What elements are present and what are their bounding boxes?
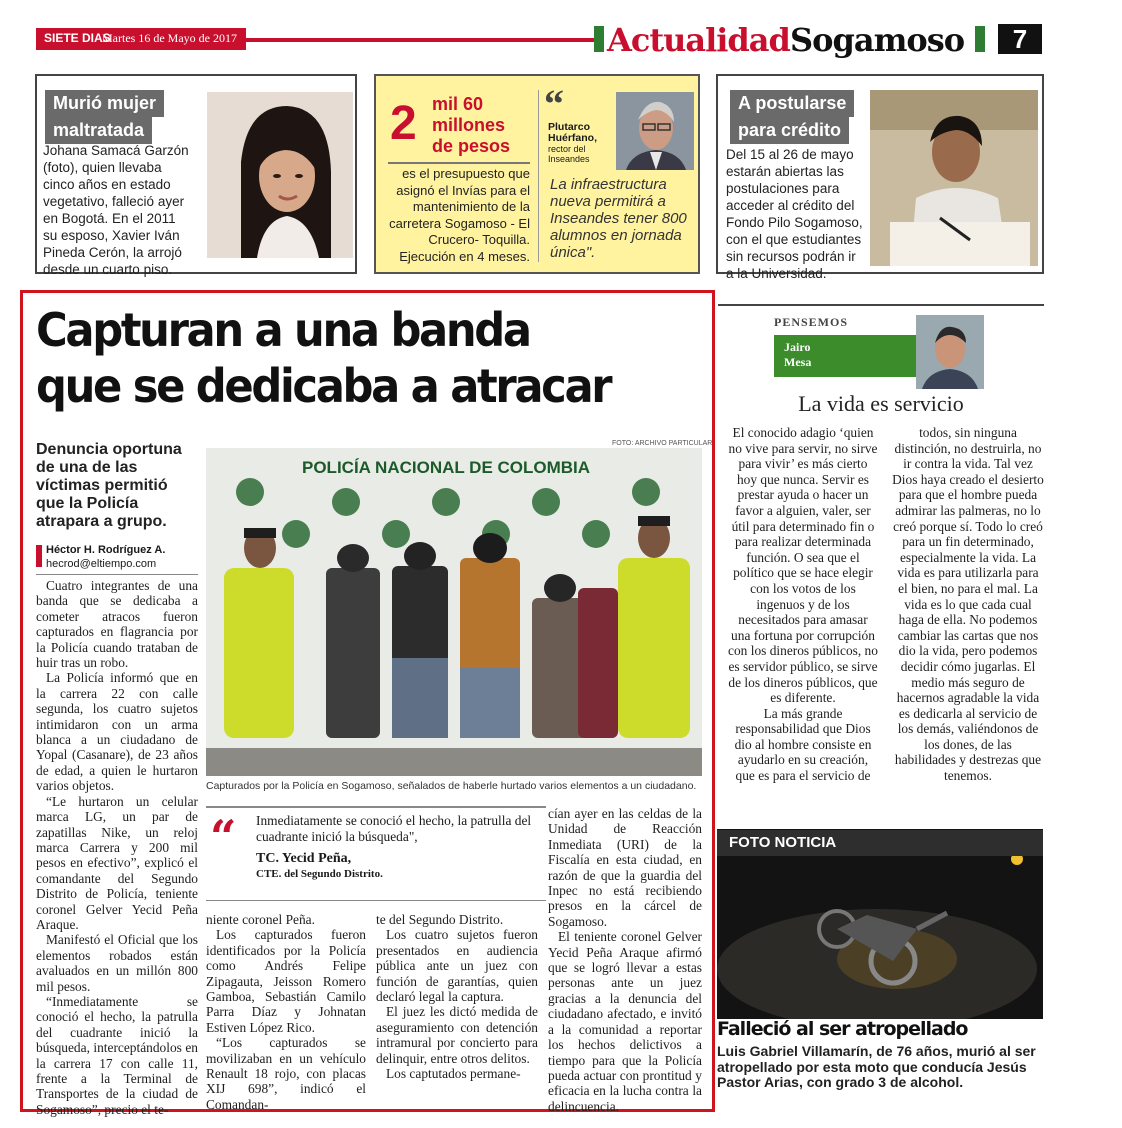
quote-role <box>548 144 590 164</box>
foto-noticia-label: FOTO NOTICIA <box>717 830 1043 856</box>
photo-caption: Capturados por la Policía en Sogamoso, señalados de haberle hurtado varios elementos a un ciudadano. <box>206 780 697 792</box>
byline-rule <box>36 574 198 575</box>
byline-marker <box>36 545 42 567</box>
brief-title-line: maltratada <box>45 117 152 144</box>
paragraph: El juez les dictó medida de aseguramiento con detención intramural por concierto para delinquir, entre otros delitos. <box>376 1004 538 1066</box>
photo-banner: POLICÍA NACIONAL DE COLOMBIA <box>302 458 591 477</box>
student-photo <box>870 90 1038 266</box>
page-number: 7 <box>998 24 1042 54</box>
foto-noticia-text: Luis Gabriel Villamarín, de 76 años, murió al ser atropellado por esta moto que conducía Jesús Pastor Arias, con grado 3 de alcohol. <box>717 1043 1036 1090</box>
rector-portrait-image <box>616 92 694 170</box>
article-author: Héctor H. Rodríguez A. <box>46 544 166 556</box>
rector-photo <box>616 92 694 170</box>
paragraph: Manifestó el Oficial que los elementos robados están avaluados en un millón 800 mil pesos. <box>36 932 198 994</box>
quote-marks-icon: “ <box>544 81 564 126</box>
quote-author-line: Huérfano, <box>548 132 598 144</box>
paragraph: niente coronel Peña. <box>206 912 315 927</box>
budget-amount-line: millones <box>432 115 506 135</box>
article-column-3 <box>376 912 538 1081</box>
opinion-title: La vida es servicio <box>798 391 964 416</box>
brief-text: Johana Samacá Garzón (foto), quien llevaba cinco años en estado vegetativo, falleció ayer en Bogotá. En el 2011 su esposo, Xavier Iván Pineda Cerón, la arrojó desde un cuarto piso. <box>43 143 189 277</box>
brief-title <box>45 90 164 144</box>
paragraph: El teniente coronel Gelver Yecid Peña Araque afirmó que se logró llevar a estas personas ante un juez gracias a la denuncia del ciudadano afectado, e invitó a la comunidad a reportar los hechos delictivos a tiempo para que la Policía pueda actuar con prontitud y eficacia en la lucha contra la delincuencia. <box>548 929 702 1114</box>
opinion-rule <box>718 304 1044 306</box>
issue-date: Martes 16 de Mayo de 2017 <box>102 31 237 45</box>
headline-line: Capturan a una banda <box>36 303 530 357</box>
opinion-author-first: Jairo <box>784 340 811 354</box>
quote-author <box>548 122 597 144</box>
publication-name: SIETE DIAS <box>44 31 111 45</box>
brief-credito <box>716 74 1044 281</box>
columnist-photo <box>916 315 984 389</box>
brief-title-line: A postularse <box>730 90 854 117</box>
paragraph: “Le hurtaron un celular marca LG, un par de zapatillas Nike, un reloj marca Carrera y 200 mil pesos en efectivo”, explicó el comandante del Segundo Distrito de Policía, teniente coronel Gelver Yecid Peña Araque. <box>36 793 198 932</box>
article-column-2 <box>206 912 366 1112</box>
brief-title-line: para crédito <box>730 117 849 144</box>
police-capture-image <box>206 448 702 776</box>
paragraph: Los cuatro sujetos fueron presentados en audiencia pública ante un juez con función de garantías, quien declaró legal la captura. <box>376 927 538 1005</box>
pullquote-text: Inmediatamente se conoció el hecho, la patrulla del cuadrante inició la búsqueda", <box>256 813 532 844</box>
quote-role-line: Inseandes <box>548 154 590 164</box>
pullquote-rule-top <box>206 806 546 808</box>
brief-text: Del 15 al 26 de mayo estarán abiertas las postulaciones para acceder al crédito del Fondo Pilo Sogamoso, con el que estudiantes sin recursos podrán ir a la Universidad. <box>726 147 863 281</box>
motorcycle-image <box>717 829 1043 1019</box>
rector-quote: La infraestructura nueva permitirá a Inseandes tener 800 alumnos en jornada única". <box>550 176 687 261</box>
paragraph: La más grande responsabilidad que Dios dio al hombre consiste en ayudarlo en su creación, que es para el servicio de <box>734 705 872 784</box>
paragraph: todos, sin ninguna distinción, no destruirla, no ir contra la vida. Tal vez Dios haya creado el desierto para que el hombre pueda admirar las palmeras, no lo creó porque sí. Todo lo creó para un fin determinado, especialmente la vida. La vida es para utilizarla para el bien, no para el mal. La vida es lo que cada cual haga de ella. No podemos cambiar las cartas que nos dio la vida, pero podemos decidir cómo jugarlas. El medio más seguro de hacernos agradable la vida es dedicarla al servicio de los demás, valiéndonos de los dones, de las habilidades y destrezas que tenemos. <box>892 425 1044 784</box>
brief-divider <box>538 90 539 262</box>
section-marker <box>594 26 604 52</box>
budget-amount-line: de pesos <box>432 136 511 156</box>
police-photo <box>206 448 702 776</box>
budget-amount-line: mil 60 <box>432 94 484 114</box>
brief-title-line: Murió mujer <box>45 90 164 117</box>
opinion-label: PENSEMOS <box>774 315 849 329</box>
woman-portrait-image <box>207 92 353 258</box>
opinion-column-2 <box>892 425 1044 784</box>
paragraph: “Los capturados se movilizaban en un vehículo Renault 18 rojo, con placas XIJ 698”, indicó el Comandan- <box>206 1035 366 1112</box>
paragraph: Cuatro integrantes de una banda que se dedicaba a cometer atracos fueron capturados en flagrancia por la Policía cuando trataban de huir tras un robo. <box>36 578 198 671</box>
quote-role-line: rector del <box>548 144 586 154</box>
columnist-portrait-image <box>916 315 984 389</box>
paragraph: La Policía informó que en la carrera 22 con calle segunda, los cuatro sujetos intimidaron con un arma blanca a un ciudadano de Yopal (Casanare), de 23 años de edad, a quien le hurtaron varios objetos. <box>36 670 198 794</box>
section-subtitle: Sogamoso <box>790 21 965 59</box>
budget-text: es el presupuesto que asignó el Invías para el mantenimiento de la carretera Sogamoso - El Crucero- Toquilla. Ejecución en 4 meses. <box>389 166 530 264</box>
brief-murio-mujer <box>35 74 357 277</box>
article-headline <box>36 302 668 414</box>
paragraph: cían ayer en las celdas de la Unidad de Reacción Inmediata (URI) de la Fiscalía en esta ciudad, en razón de que la guardia del Inpec no está recibiendo presos en la cárcel de Sogamoso. <box>548 806 702 929</box>
paragraph: Los capturados fueron identificados por la Policía como Andrés Felipe Zipagauta, Jeisson Romero Gamboa, Sebastián Camilo Parra Díaz y Johnatan Estiven López Rico. <box>206 927 366 1035</box>
headline-line: que se dedicaba a atracar <box>36 359 611 413</box>
article-column-4 <box>548 806 702 1114</box>
pullquote-author: TC. Yecid Peña, <box>256 851 352 866</box>
student-image <box>870 90 1038 266</box>
pullquote-role: CTE. del Segundo Distrito. <box>256 868 383 880</box>
paragraph: te del Segundo Distrito. <box>376 912 504 927</box>
article-deck: Denuncia oportuna de una de las víctimas permitió que la Policía atrapara a grupo. <box>36 441 182 530</box>
foto-noticia-photo <box>717 829 1043 1019</box>
opinion-author-last: Mesa <box>784 355 812 369</box>
brief-presupuesto <box>374 74 700 274</box>
brief-title <box>730 90 854 144</box>
brief-rule <box>388 162 530 164</box>
foto-noticia-title: Falleció al ser atropellado <box>717 1018 968 1040</box>
opinion-column-1 <box>728 425 878 784</box>
article-column-1 <box>36 578 198 1117</box>
quote-author-line: Plutarco <box>548 121 591 133</box>
paragraph: Los captutados permane- <box>386 1066 521 1082</box>
budget-amount <box>432 94 510 157</box>
budget-big-number: 2 <box>390 97 417 150</box>
header-rule <box>246 38 600 42</box>
woman-photo <box>207 92 353 258</box>
page-marker <box>975 26 985 52</box>
paragraph: “Inmediatamente se conoció el hecho, la patrulla del cuadrante inició la búsqueda, interceptándolos en la carrera 17 con calle 11, frente a la Terminal de Transportes de la ciudad de Sogamoso”, precio el te- <box>36 993 198 1117</box>
section-title: Actualidad <box>607 21 790 59</box>
pullquote-rule-bottom <box>206 900 546 901</box>
photo-credit: FOTO: ARCHIVO PARTICULAR <box>612 440 713 447</box>
pullquote-marks-icon: “ <box>210 810 237 864</box>
author-email[interactable]: hecrod@eltiempo.com <box>46 558 157 570</box>
paragraph: El conocido adagio ‘quien no vive para servir, no sirve para vivir’ es más cierto hoy que nunca. Servir es prestar ayuda o hacer un favor a alguien, valer, ser útil para determinado fin o para realizar determinada función. O sea que el político que se hace elegir con los votos de los ingenuos y de los necesitados para amasar una fortuna por corrupción con los dineros públicos, no es servidor público, se sirve de los dineros públicos, que es diferente. <box>728 425 878 706</box>
